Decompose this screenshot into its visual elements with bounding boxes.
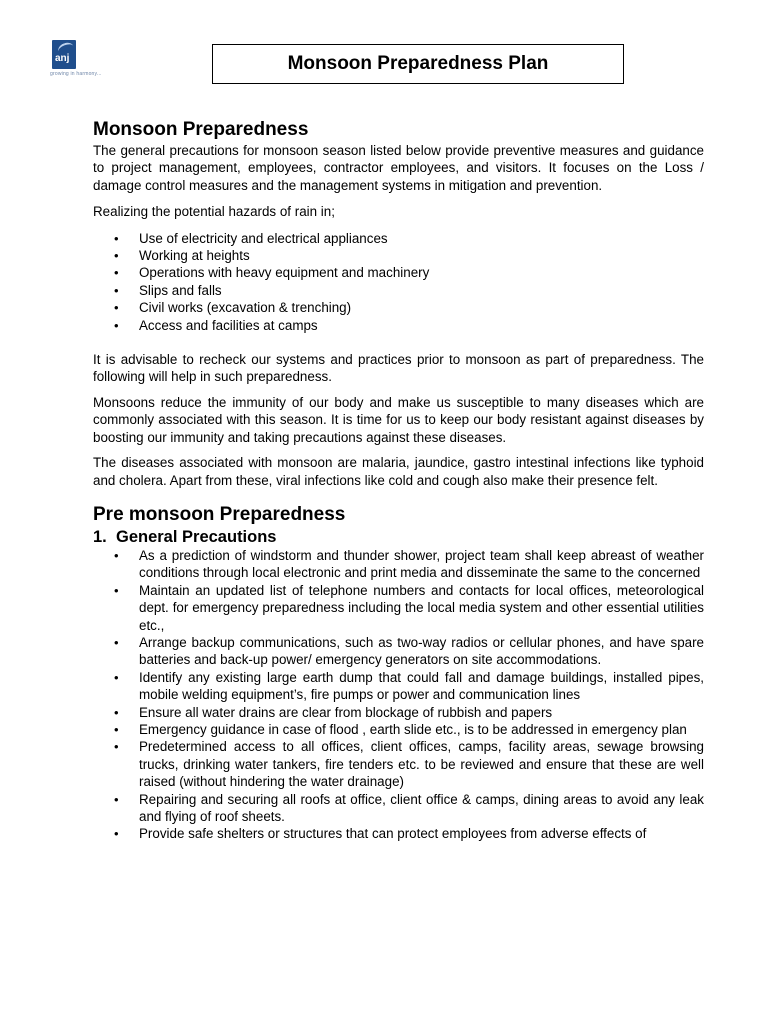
paragraph-diseases: The diseases associated with monsoon are malaria, jaundice, gastro intestinal infections like typhoid and cholera. Apart from these, viral infections like cold and cough also make their presence felt. xyxy=(93,455,704,488)
hazards-lead: Realizing the potential hazards of rain in; xyxy=(93,204,335,220)
list-item: • Predetermined access to all offices, client offices, camps, facility areas, sewage browsing trucks, drinking water tankers, fire tenders etc. to be reviewed and ensure that these are well raised (without hindering the water drainage) xyxy=(93,738,704,790)
list-item: • Provide safe shelters or structures that can protect employees from adverse effects of xyxy=(93,825,704,842)
list-item: • Slips and falls xyxy=(93,282,704,299)
company-logo xyxy=(50,40,130,80)
document-body xyxy=(93,118,704,843)
list-item: • Emergency guidance in case of flood , earth slide etc., is to be addressed in emergency plan xyxy=(93,721,704,738)
section-heading-pre-monsoon: Pre monsoon Preparedness xyxy=(93,503,346,525)
logo-mark-icon xyxy=(52,40,76,69)
hazards-list xyxy=(93,230,704,334)
paragraph-immunity: Monsoons reduce the immunity of our body and make us susceptible to many diseases which are commonly associated with this season. It is time for us to keep our body resistant against diseases by boosting our immunity and taking precautions against these diseases. xyxy=(93,394,704,445)
list-item: • Identify any existing large earth dump that could fall and damage buildings, installed pipes, mobile welding equipment’s, fire pumps or power and communication lines xyxy=(93,669,704,704)
list-item: • Operations with heavy equipment and machinery xyxy=(93,264,704,281)
logo-text: anj xyxy=(55,53,70,64)
logo-tagline: growing in harmony... xyxy=(50,71,102,77)
intro-paragraph: The general precautions for monsoon season listed below provide preventive measures and guidance to project management, employees, contractor employees, and visitors. It focuses on the Loss / damage control measures and the management systems in mitigation and prevention. xyxy=(93,143,704,193)
list-item: • Access and facilities at camps xyxy=(93,317,704,334)
list-item: • Ensure all water drains are clear from blockage of rubbish and papers xyxy=(93,704,704,721)
precautions-list xyxy=(93,547,704,843)
subsection-number: 1. xyxy=(93,527,107,546)
list-item: • Maintain an updated list of telephone numbers and contacts for local offices, meteorological dept. for emergency preparedness including the local media system and other essential utilities etc., xyxy=(93,582,704,634)
paragraph-recheck: It is advisable to recheck our systems and practices prior to monsoon as part of preparedness. The following will help in such preparedness. xyxy=(93,352,704,385)
list-item: • Civil works (excavation & trenching) xyxy=(93,299,704,316)
list-item: • As a prediction of windstorm and thunder shower, project team shall keep abreast of weather conditions through local electronic and print media and disseminate the same to the concerned xyxy=(93,547,704,582)
list-item: • Arrange backup communications, such as two-way radios or cellular phones, and have spare batteries and back-up power/ emergency generators on site accommodations. xyxy=(93,634,704,669)
document-title: Monsoon Preparedness Plan xyxy=(212,44,624,84)
list-item: • Working at heights xyxy=(93,247,704,264)
list-item: • Use of electricity and electrical appliances xyxy=(93,230,704,247)
list-item: • Repairing and securing all roofs at office, client office & camps, dining areas to avoid any leak and flying of roof sheets. xyxy=(93,791,704,826)
subsection-heading-general-precautions xyxy=(93,527,704,547)
subsection-title: General Precautions xyxy=(116,527,277,546)
section-heading-monsoon-preparedness: Monsoon Preparedness xyxy=(93,119,309,140)
